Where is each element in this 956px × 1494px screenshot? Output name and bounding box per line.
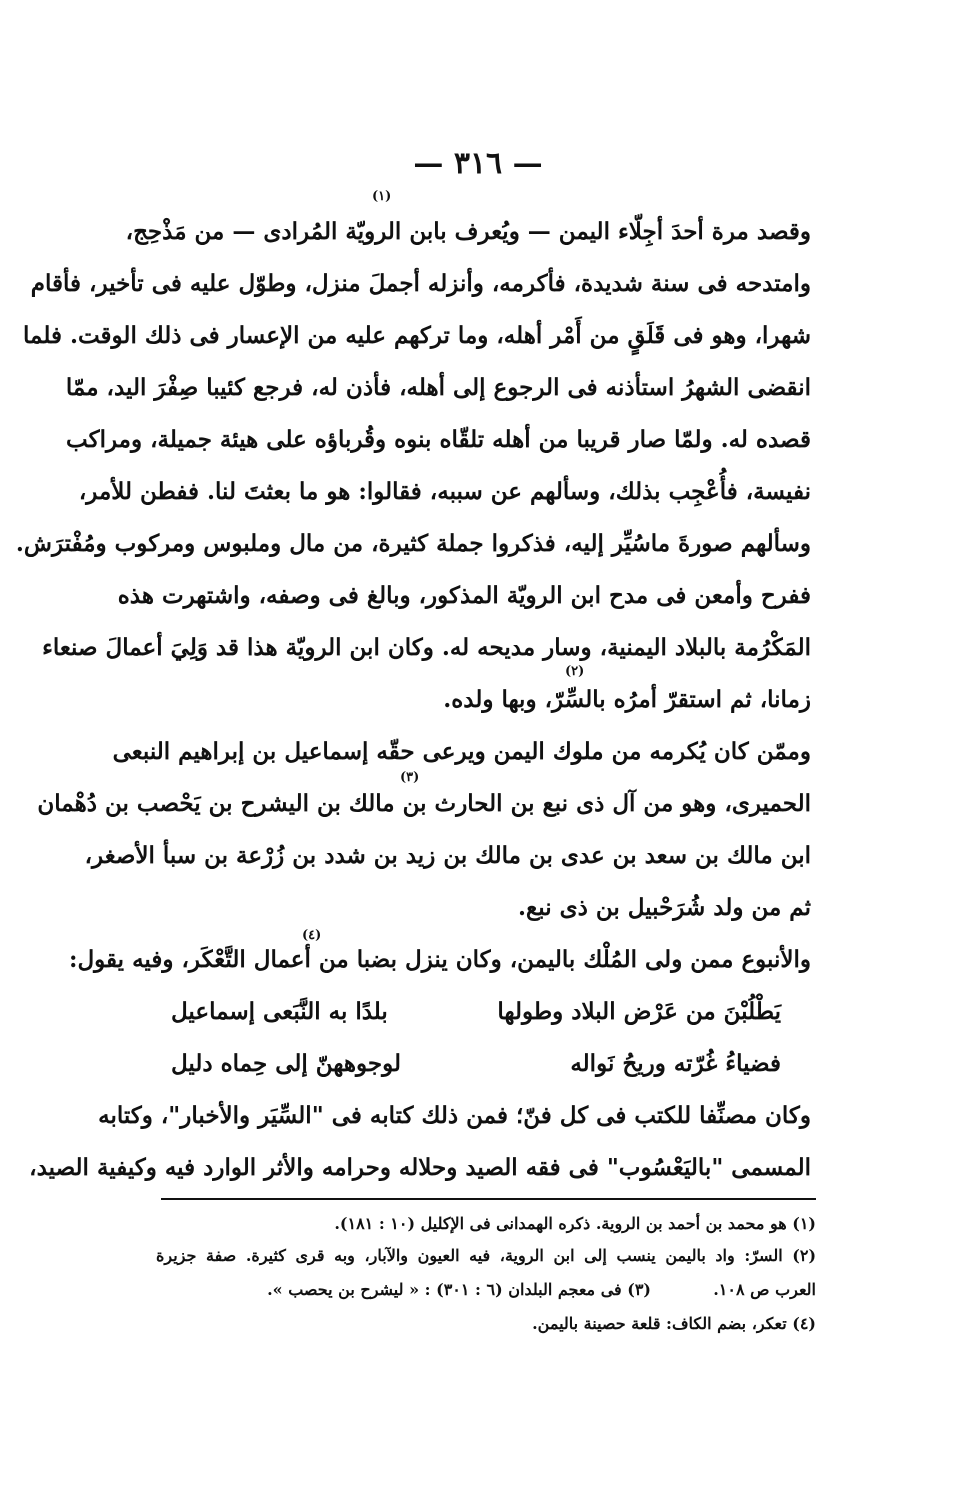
verse-first-hemistich: يَطْلُبْنَ من عَرْض البلاد وطولها — [497, 998, 781, 1025]
page-number: — ٣١٦ — — [413, 146, 543, 181]
footnote-4: (٤) تعكر، بضم الكاف: قلعة حصينة باليمن. — [532, 1314, 816, 1333]
footnote-divider — [161, 1198, 816, 1200]
footnote-3: (٣) فى معجم البلدان (٦ : ٣٠١) : « ليشرح بن يحصب ». — [267, 1280, 651, 1299]
footnote-row — [156, 1280, 816, 1304]
text-line: نفيسة، فأُعْجِب بذلك، وسألهم عن سببه، فقالوا: هو ما بعثتَ لنا. ففطن للأمر، — [78, 478, 811, 505]
text-line: المَكْرُمة بالبلاد اليمنية، وسار مديحه له. وكان ابن الرويّة هذا قد وَلِيَ أعمالَ صنعاء — [42, 634, 811, 661]
footnote-mark-4: (٤) — [302, 928, 322, 943]
verse-line — [141, 1050, 811, 1090]
text-line: انقضى الشهرُ استأذنه فى الرجوع إلى أهله، فأذن له، فرجع كئيبا صِفْرَ اليد، ممّا — [65, 374, 811, 401]
text-line: وقصد مرة أحدَ أجِلّاء اليمن — ويُعرف بابن الرويّة المُرادى — من مَذْحِج، — [125, 218, 811, 245]
text-line: وممّن كان يُكرمه من ملوك اليمن ويرعى حقّه إسماعيل بن إبراهيم النبعى — [112, 738, 811, 765]
footnote-mark-3: (٣) — [400, 770, 420, 785]
footnote-2: (٢) السرّ: واد باليمن ينسب إلى ابن الروية، فيه العيون والآبار، وبه قرى كثيرة. صفة جزيرة — [156, 1246, 817, 1265]
text-line: المسمى "باليَعْسُوب" فى فقه الصيد وحلاله وحرامه والأثر الوارد فيه وكيفية الصيد، — [29, 1154, 811, 1181]
verse-second-hemistich: لوجوههنّ إلى حِماه دليل — [171, 1050, 401, 1077]
verse-line — [141, 998, 811, 1038]
text-line: زمانا، ثم استقرّ أمرُه بالسِّرّ، وبها ولده. — [443, 686, 811, 713]
text-line: ابن مالك بن سعد بن عدى بن مالك بن زيد بن شدد بن زُرْعة بن سبأ الأصغر، — [84, 842, 811, 869]
text-line: والأنبوع ممن ولى المُلْك باليمن، وكان ينزل بضبا من أعمال التَّعْكَر، وفيه يقول: — [68, 946, 811, 973]
text-line: وسألهم صورةَ ماسُيِّر إليه، فذكروا جملة كثيرة، من مال وملبوس ومركوب ومُفْترَش. — [15, 530, 811, 557]
text-line: وامتدحه فى سنة شديدة، فأكرمه، وأنزله أجملَ منزل، وطوّل عليه فى تأخير، فأقام — [30, 270, 811, 297]
text-line: وكان مصنِّفا للكتب فى كل فنّ؛ فمن ذلك كتابه فى "السِّيَر والأخبار"، وكتابه — [98, 1102, 811, 1129]
footnote-mark-1: (١) — [372, 189, 392, 204]
footnote-mark-2: (٢) — [565, 664, 585, 679]
footnote-1: (١) هو محمد بن أحمد بن الروية. ذكره الهمدانى فى الإكليل (١٠ : ١٨١). — [334, 1214, 816, 1233]
text-line: الحميرى، وهو من آل ذى نبع بن الحارث بن مالك بن اليشرح بن يَحْصب بن دُهْمان — [37, 790, 811, 817]
verse-second-hemistich: بلدًا به النَّبَعى إسماعيل — [171, 998, 388, 1025]
text-line: شهرا، وهو فى قَلَقٍ من أَمْر أهله، وما تركهم عليه من الإعسار فى ذلك الوقت. فلما — [23, 322, 811, 349]
verse-first-hemistich: فضياءُ غُرّته وريحُ نَواله — [570, 1050, 781, 1077]
footnote-2-continued: العرب ص ١٠٨. — [713, 1280, 816, 1299]
text-line: ففرح وأمعن فى مدح ابن الرويّة المذكور، وبالغ فى وصفه، واشتهرت هذه — [117, 582, 811, 609]
text-line: قصده له. ولمّا صار قريبا من أهله تلقّاه بنوه وقُرباؤه على هيئة جميلة، ومراكب — [66, 426, 811, 453]
text-line: ثم من ولد شُرَحْبيل بن ذى نبع. — [518, 894, 811, 921]
